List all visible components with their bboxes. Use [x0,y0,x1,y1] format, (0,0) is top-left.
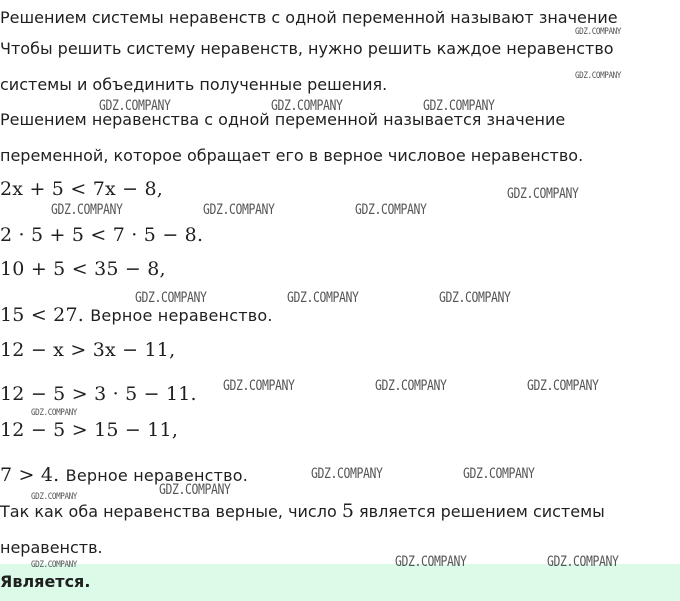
watermark: GDZ.COMPANY [31,560,77,570]
watermark: GDZ.COMPANY [507,186,579,202]
watermark: GDZ.COMPANY [99,98,171,114]
instruction-line-2: системы и объединить полученные решения. [0,75,388,94]
watermark: GDZ.COMPANY [575,27,621,37]
watermark: GDZ.COMPANY [223,378,295,394]
answer-text: Является. [0,572,91,591]
watermark: GDZ.COMPANY [51,202,123,218]
conclusion-text-a: Так как оба неравенства верные, число [0,502,337,521]
watermark: GDZ.COMPANY [463,466,535,482]
watermark: GDZ.COMPANY [439,290,511,306]
watermark: GDZ.COMPANY [575,71,621,81]
inequality-1-verdict: Верное неравенство. [90,306,273,325]
inequality-2-simplified: 12 − 5 > 15 − 11, [0,419,179,441]
inequality-1-result-expr: 15 < 27. [0,304,84,326]
conclusion-number: 5 [341,500,354,522]
inequality-2-substituted: 12 − 5 > 3 · 5 − 11. [0,383,197,405]
inequality-2-result-expr: 7 > 4. [0,464,60,486]
watermark: GDZ.COMPANY [395,554,467,570]
definition-line-3: переменной, которое обращает его в верное числовое неравенство. [0,146,584,165]
watermark: GDZ.COMPANY [31,492,77,502]
inequality-1-simplified: 10 + 5 < 35 − 8, [0,258,166,280]
watermark: GDZ.COMPANY [159,482,231,498]
watermark: GDZ.COMPANY [311,466,383,482]
watermark: GDZ.COMPANY [527,378,599,394]
watermark: GDZ.COMPANY [423,98,495,114]
definition-line-2: Решением неравенства с одной переменной называется значение [0,110,566,129]
definition-line-1: Решением системы неравенств с одной переменной называют значение [0,8,618,27]
conclusion-line-2: неравенств. [0,538,103,557]
watermark: GDZ.COMPANY [135,290,207,306]
conclusion-line-1 [0,501,605,522]
watermark: GDZ.COMPANY [31,408,77,418]
inequality-1-result [0,305,273,326]
watermark: GDZ.COMPANY [203,202,275,218]
watermark: GDZ.COMPANY [375,378,447,394]
conclusion-text-b: является решением системы [359,502,605,521]
watermark: GDZ.COMPANY [271,98,343,114]
watermark: GDZ.COMPANY [355,202,427,218]
inequality-2: 12 − x > 3x − 11, [0,339,176,361]
inequality-1-substituted: 2 · 5 + 5 < 7 · 5 − 8. [0,224,204,246]
watermark: GDZ.COMPANY [547,554,619,570]
instruction-line-1: Чтобы решить систему неравенств, нужно решить каждое неравенство [0,39,614,58]
watermark: GDZ.COMPANY [287,290,359,306]
inequality-2-verdict: Верное неравенство. [65,466,249,485]
inequality-1: 2x + 5 < 7x − 8, [0,178,164,200]
